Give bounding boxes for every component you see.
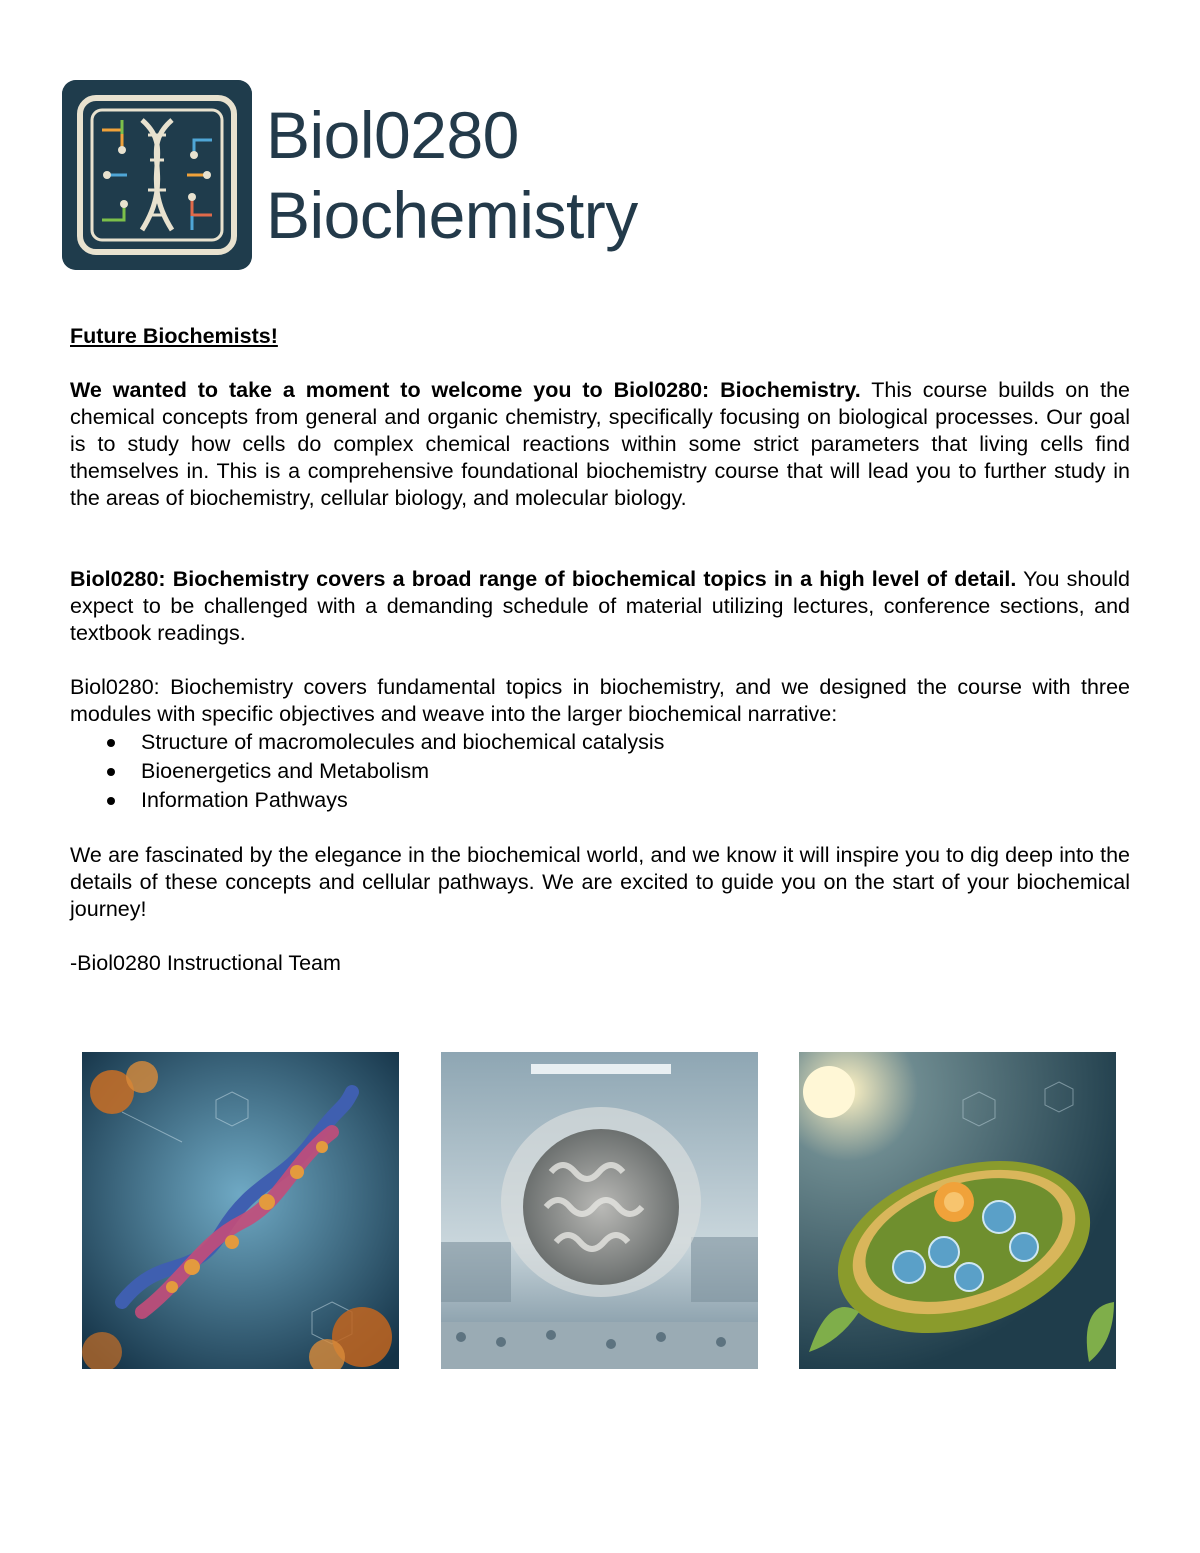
welcome-letter (70, 323, 1130, 977)
protein-lab-illustration (441, 1052, 758, 1369)
closing-paragraph: We are fascinated by the elegance in the biochemical world, and we know it will inspire you to dig deep into the details of these concepts and cellular pathways. We are excited to guide you on the start of your biochemical journey! (70, 843, 1130, 921)
letter-greeting: Future Biochemists! (70, 324, 278, 348)
intro-bold: We wanted to take a moment to welcome you to Biol0280: Biochemistry. (70, 378, 861, 402)
course-name: Biochemistry (266, 178, 638, 252)
signature: -Biol0280 Instructional Team (70, 951, 341, 975)
image-gallery (82, 1052, 1116, 1369)
list-item: Structure of macromolecules and biochemical catalysis (141, 728, 1130, 757)
list-item: Information Pathways (141, 786, 1130, 815)
scope-text: You should expect to be challenged with a demanding schedule of material utilizing lectures, conference sections, and textbook readings. (70, 567, 1130, 645)
module-list (70, 728, 1130, 815)
scope-paragraph (70, 566, 1130, 647)
intro-paragraph (70, 377, 1130, 512)
list-item: Bioenergetics and Metabolism (141, 757, 1130, 786)
dna-circuit-icon (62, 80, 252, 270)
course-code: Biol0280 (266, 98, 519, 172)
chloroplast-illustration (799, 1052, 1116, 1369)
intro-text: This course builds on the chemical concepts from general and organic chemistry, specifically focusing on biological processes. Our goal is to study how cells do complex chemical reactions within some strict parameters that living cells find themselves in. This is a comprehensive foundational biochemistry course that will lead you to further study in the areas of biochemistry, cellular biology, and molecular biology. (70, 378, 1131, 510)
scope-bold: Biol0280: Biochemistry covers a broad range of biochemical topics in a high level of detail. (70, 567, 1017, 591)
protein-helix-illustration (82, 1052, 399, 1369)
modules-paragraph: Biol0280: Biochemistry covers fundamental topics in biochemistry, and we designed the course with three modules with specific objectives and weave into the larger biochemical narrative: (70, 675, 1130, 726)
course-title (266, 95, 638, 255)
course-header (62, 80, 638, 270)
